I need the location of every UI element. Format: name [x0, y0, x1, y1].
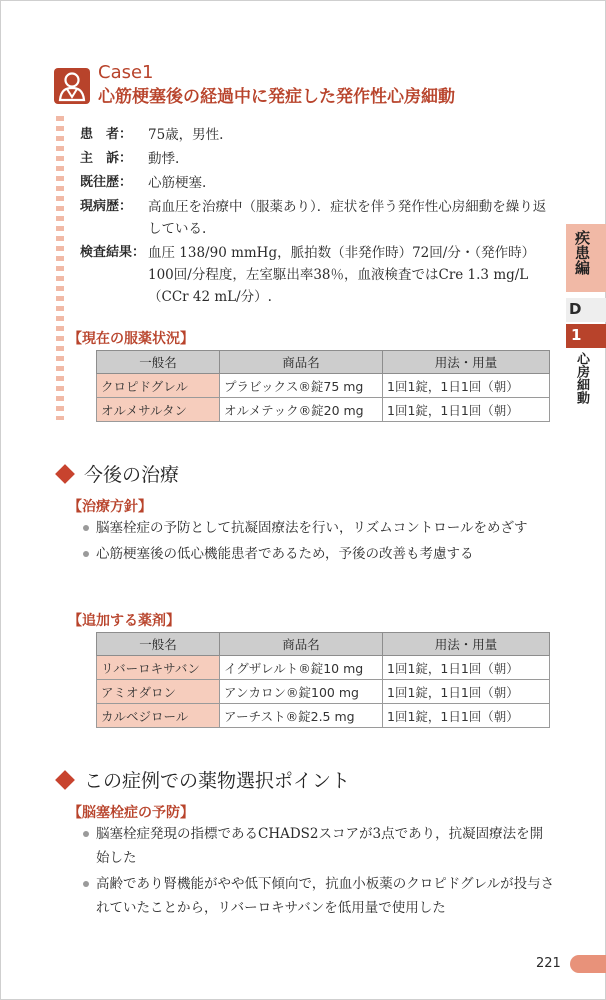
dosage-cell: 1回1錠，1日1回（朝） [383, 374, 550, 398]
info-value: 高血圧を治療中（服薬あり）．症状を伴う発作性心房細動を繰り返している. [148, 199, 547, 237]
current-meds-heading: 【現在の服薬状況】 [68, 331, 194, 347]
column-header: 用法・用量 [383, 633, 550, 656]
table-row [97, 680, 550, 704]
brand-name-cell: アンカロン®錠100 mg [220, 680, 383, 704]
case-header [98, 62, 455, 110]
generic-name-cell: オルメサルタン [97, 398, 220, 422]
patient-info [80, 124, 554, 310]
list-item: 脳塞栓症発現の指標であるCHADS2スコアが3点であり，抗凝固療法を開始した [80, 822, 556, 870]
brand-name-cell: アーチスト®錠2.5 mg [220, 704, 383, 728]
info-label: 現病歴： [80, 199, 133, 214]
side-category-label: 疾患編 [573, 230, 591, 275]
brand-name-cell: プラビックス®錠75 mg [220, 374, 383, 398]
column-header: 一般名 [97, 633, 220, 656]
diamond-bullet-icon [55, 770, 75, 790]
column-header: 商品名 [220, 351, 383, 374]
column-header: 一般名 [97, 351, 220, 374]
list-item: 脳塞栓症の予防として抗凝固療法を行い，リズムコントロールをめざす [80, 516, 556, 540]
table-header-row [97, 633, 550, 656]
side-topic-label: 心房細動 [574, 352, 589, 404]
drug-selection-list [80, 822, 556, 922]
case-number: Case1 [98, 62, 154, 83]
case-stripe [56, 116, 64, 420]
info-value: 75歳，男性. [148, 127, 224, 143]
info-row-patient [80, 124, 554, 146]
info-row-complaint [80, 148, 554, 170]
table-row [97, 656, 550, 680]
treatment-policy-heading: 【治療方針】 [68, 499, 152, 515]
side-letter-label: D [569, 300, 582, 318]
info-row-present-illness [80, 196, 554, 240]
added-meds-heading: 【追加する薬剤】 [68, 613, 180, 629]
brand-name-cell: オルメテック®錠20 mg [220, 398, 383, 422]
info-label: 検査結果： [80, 245, 146, 260]
info-label: 主 訴： [80, 151, 133, 166]
section-title: 今後の治療 [84, 464, 180, 486]
table-header-row [97, 351, 550, 374]
generic-name-cell: アミオダロン [97, 680, 220, 704]
generic-name-cell: リバーロキサバン [97, 656, 220, 680]
diamond-bullet-icon [55, 464, 75, 484]
generic-name-cell: クロピドグレル [97, 374, 220, 398]
info-row-exam [80, 242, 554, 308]
table-row [97, 398, 550, 422]
info-label: 既往歴： [80, 175, 133, 190]
info-value: 動悸. [148, 151, 180, 167]
brand-name-cell: イグザレルト®錠10 mg [220, 656, 383, 680]
list-item: 高齢であり腎機能がやや低下傾向で，抗血小板薬のクロピドグレルが投与されていたことから，リバーロキサバンを低用量で使用した [80, 872, 556, 920]
section-title: この症例での薬物選択ポイント [84, 770, 351, 792]
info-value: 血圧 138/90 mmHg，脈拍数（非発作時）72回/分・（発作時）100回/分程度，左室駆出率38％，血液検査ではCre 1.3 mg/L（CCr 42 mL/分）. [148, 245, 536, 305]
dosage-cell: 1回1錠，1日1回（朝） [383, 656, 550, 680]
section-drug-selection [56, 766, 350, 793]
current-meds-table [96, 350, 550, 422]
info-row-history [80, 172, 554, 194]
doctor-icon [54, 68, 90, 104]
info-value: 心筋梗塞. [148, 175, 207, 191]
page-number: 221 [536, 956, 561, 971]
table-row [97, 374, 550, 398]
dosage-cell: 1回1錠，1日1回（朝） [383, 398, 550, 422]
column-header: 商品名 [220, 633, 383, 656]
added-meds-table [96, 632, 550, 728]
section-future-treatment [56, 460, 179, 487]
dosage-cell: 1回1錠，1日1回（朝） [383, 704, 550, 728]
generic-name-cell: カルベジロール [97, 704, 220, 728]
stroke-prevention-heading: 【脳塞栓症の予防】 [68, 805, 194, 821]
table-row [97, 704, 550, 728]
list-item: 心筋梗塞後の低心機能患者であるため，予後の改善も考慮する [80, 542, 556, 566]
dosage-cell: 1回1錠，1日1回（朝） [383, 680, 550, 704]
info-label: 患 者： [80, 127, 133, 142]
case-title: 心筋梗塞後の経過中に発症した発作性心房細動 [98, 87, 455, 107]
page-tab [570, 955, 606, 973]
side-number-label: 1 [571, 326, 582, 344]
treatment-policy-list [80, 516, 556, 568]
column-header: 用法・用量 [383, 351, 550, 374]
